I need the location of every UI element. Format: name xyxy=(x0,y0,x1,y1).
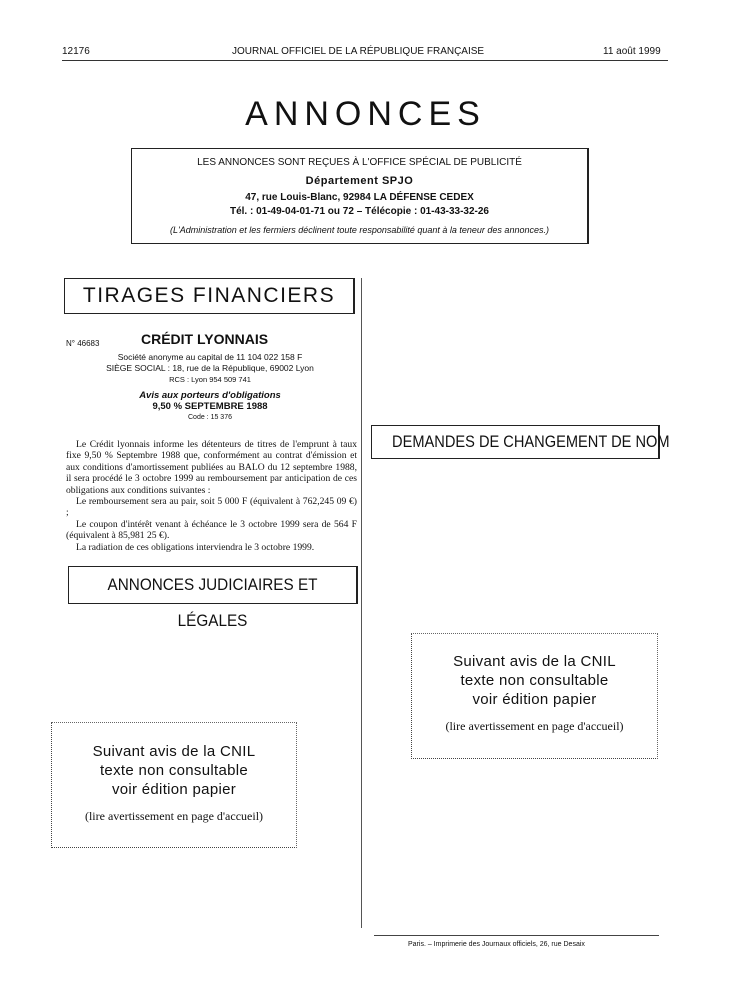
cnil-line: voir édition papier xyxy=(472,691,597,708)
column-divider xyxy=(361,278,362,928)
disclaimer: (L'Administration et les fermiers déclinent toute responsabilité quant à la teneur des annonces.) xyxy=(170,225,549,235)
department: Département SPJO xyxy=(305,175,414,187)
notice-paragraph: Le coupon d'intérêt venant à échéance le 3 octobre 1999 sera de 564 F (équivalent à 85,981 25 €). xyxy=(66,518,357,542)
company-info xyxy=(60,352,360,423)
bond-code: Code : 15 376 xyxy=(188,414,232,421)
section-title: TIRAGES FINANCIERS xyxy=(82,284,336,307)
publicity-info-box xyxy=(131,148,589,244)
section-title: ANNONCES JUDICIAIRES ET LÉGALES xyxy=(107,575,318,630)
notice-heading: Avis aux porteurs d'obligations xyxy=(139,390,281,401)
section-annonces-judiciaires xyxy=(68,566,358,630)
page-title: ANNONCES xyxy=(245,95,486,133)
cnil-line: texte non consultable xyxy=(99,762,249,779)
info-line: LES ANNONCES SONT REÇUES À L'OFFICE SPÉCIAL DE PUBLICITÉ xyxy=(197,157,522,168)
header-rule xyxy=(62,60,668,61)
phone: Tél. : 01-49-04-01-71 ou 72 – Télécopie : 01-43-33-32-26 xyxy=(229,206,489,217)
registered-office: SIÈGE SOCIAL : 18, rue de la République, 69002 Lyon xyxy=(106,363,314,373)
footer-rule xyxy=(374,935,659,936)
cnil-notice-right xyxy=(411,633,658,759)
cnil-note: (lire avertissement en page d'accueil) xyxy=(445,719,624,733)
capital: Société anonyme au capital de 11 104 022 158 F xyxy=(117,352,303,362)
section-demandes-changement-nom xyxy=(371,425,670,459)
cnil-notice-left xyxy=(51,722,297,848)
cnil-line: voir édition papier xyxy=(111,781,237,798)
notice-paragraph: La radiation de ces obligations interviendra le 3 octobre 1999. xyxy=(76,541,315,553)
cnil-line: texte non consultable xyxy=(460,672,609,689)
section-title: DEMANDES DE CHANGEMENT DE NOM xyxy=(392,432,670,451)
bond-issue: 9,50 % SEPTEMBRE 1988 xyxy=(152,401,268,412)
rcs: RCS : Lyon 954 509 741 xyxy=(169,375,251,384)
cnil-note: (lire avertissement en page d'accueil) xyxy=(84,809,264,823)
notice-body xyxy=(66,439,357,553)
printer-footer: Paris. – Imprimerie des Journaux officiels, 26, rue Desaix xyxy=(408,941,585,948)
cnil-line: Suivant avis de la CNIL xyxy=(453,653,616,670)
section-tirages-financiers xyxy=(64,278,355,314)
cnil-line: Suivant avis de la CNIL xyxy=(92,743,256,760)
issue-date: 11 août 1999 xyxy=(603,46,661,57)
notice-number: N° 46683 xyxy=(66,339,100,348)
notice-paragraph: Le remboursement sera au pair, soit 5 000 F (équivalent à 762,245 09 €) ; xyxy=(66,496,357,519)
page-number: 12176 xyxy=(62,46,90,57)
company-name: CRÉDIT LYONNAIS xyxy=(141,331,269,347)
journal-title: JOURNAL OFFICIEL DE LA RÉPUBLIQUE FRANÇAISE xyxy=(232,46,485,57)
address: 47, rue Louis-Blanc, 92984 LA DÉFENSE CEDEX xyxy=(245,192,474,203)
notice-paragraph: Le Crédit lyonnais informe les détenteurs de titres de l'emprunt à taux fixe 9,50 % Septembre 1988 que, conformément au contrat d'émission et aux conditions d'amortissement publiées au BALO du 12 septembre 1988, il sera procédé le 3 octobre 1999 au remboursement par anticipation de ces obligations aux conditions suivantes : xyxy=(66,439,357,496)
